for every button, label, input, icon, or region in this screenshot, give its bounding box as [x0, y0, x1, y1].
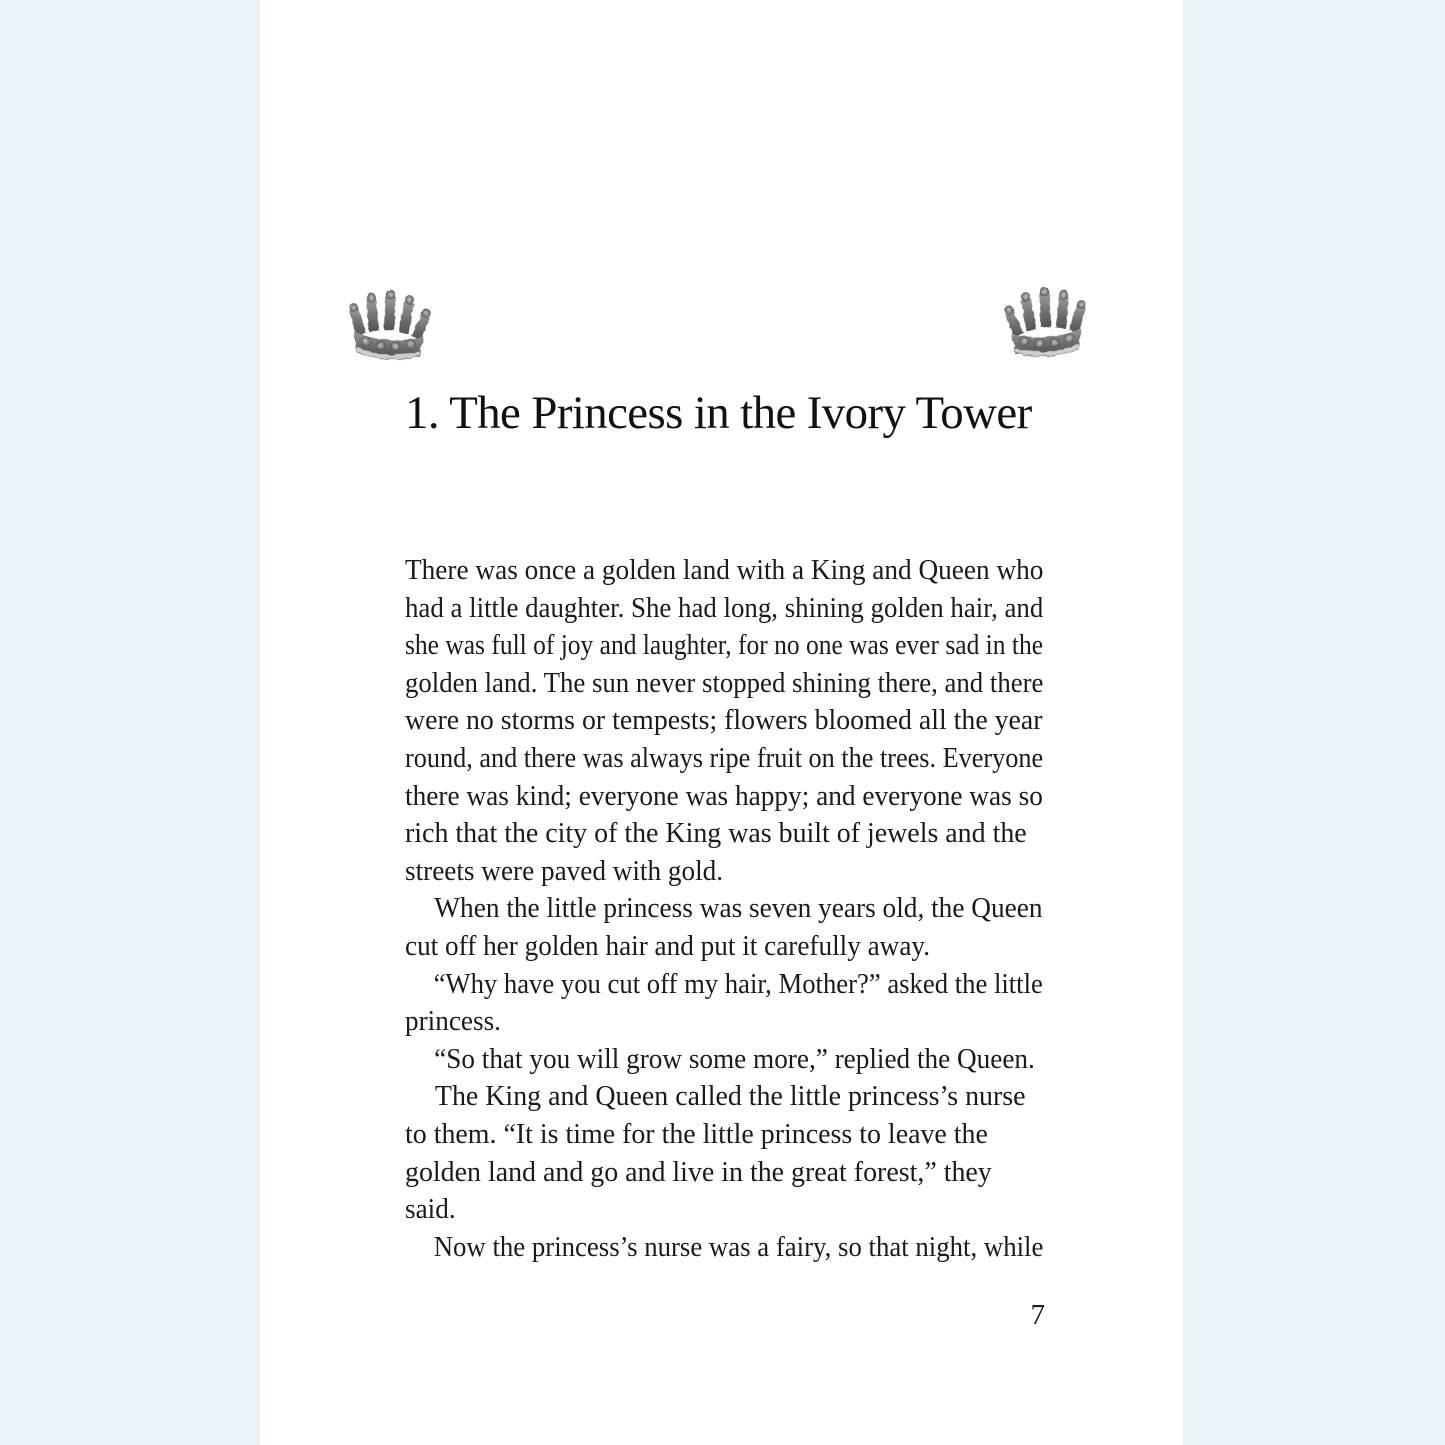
- text-line: rich that the city of the King was built of jewels and the: [405, 818, 1027, 850]
- text-line: were no storms or tempests; flowers bloomed all the year: [405, 705, 1043, 737]
- text-line: When the little princess was seven years old, the Queen: [434, 893, 1043, 925]
- text-line: there was kind; everyone was happy; and everyone was so: [405, 780, 1043, 812]
- crown-icon: [343, 286, 435, 367]
- text-line: “Why have you cut off my hair, Mother?” asked the little: [433, 968, 1043, 1000]
- text-line: princess.: [405, 1006, 501, 1038]
- text-line: said.: [405, 1194, 456, 1226]
- text-line: golden land and go and live in the great forest,” they: [405, 1156, 992, 1188]
- body-text: [405, 552, 1045, 1266]
- text-line: round, and there was always ripe fruit on the trees. Everyone: [405, 742, 1044, 774]
- text-line: golden land. The sun never stopped shining there, and there: [405, 667, 1044, 699]
- text-line: Now the princess’s nurse was a fairy, so that night, while: [433, 1231, 1044, 1263]
- crown-icon: [1000, 283, 1092, 364]
- left-margin-band: [0, 0, 260, 1445]
- text-line: “So that you will grow some more,” replied the Queen.: [434, 1043, 1035, 1075]
- text-line: streets were paved with gold.: [405, 855, 724, 887]
- text-line: cut off her golden hair and put it carefully away.: [405, 930, 931, 962]
- right-margin-band: [1183, 0, 1445, 1445]
- text-line: The King and Queen called the little princess’s nurse: [434, 1081, 1026, 1113]
- page-number: 7: [1030, 1299, 1045, 1331]
- text-line: she was full of joy and laughter, for no one was ever sad in the: [405, 630, 1044, 662]
- text-line: There was once a golden land with a King and Queen who: [405, 555, 1044, 586]
- text-line: had a little daughter. She had long, shining golden hair, and: [405, 592, 1044, 624]
- text-line: to them. “It is time for the little princess to leave the: [405, 1118, 988, 1150]
- chapter-title: 1. The Princess in the Ivory Tower: [405, 387, 1032, 439]
